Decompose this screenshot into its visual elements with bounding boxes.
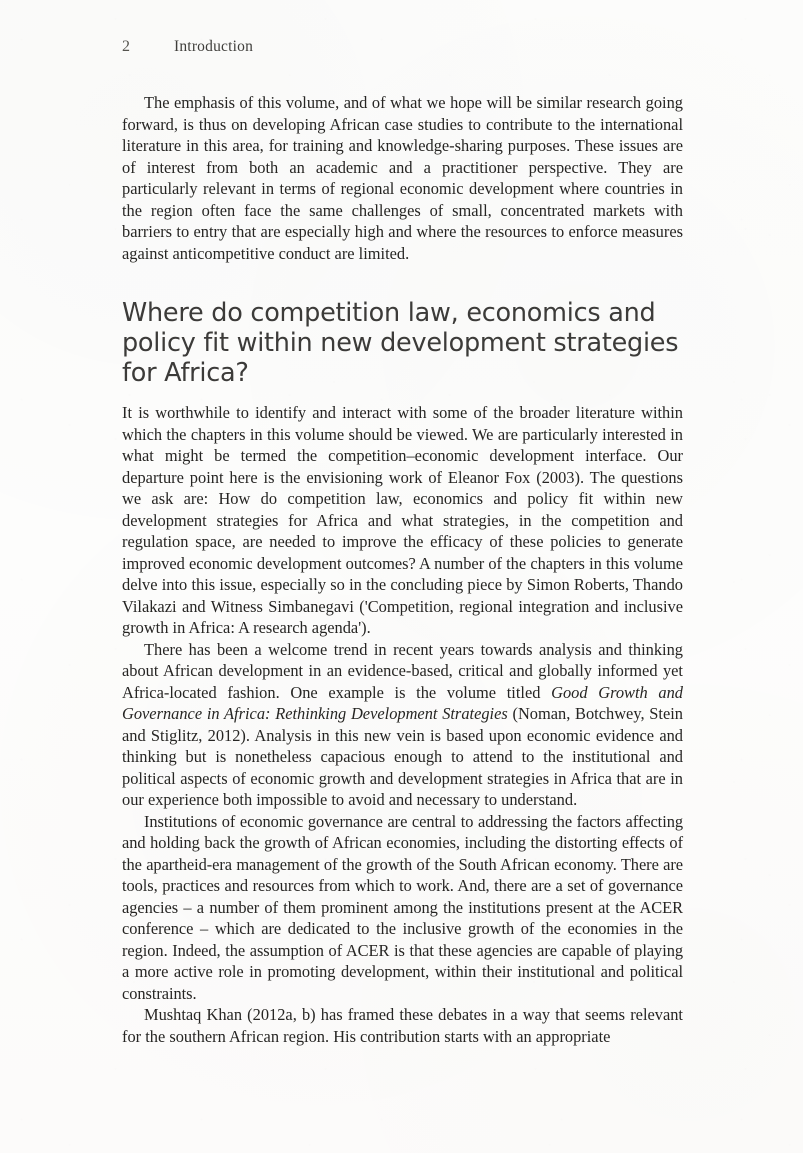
running-head-title: Introduction	[174, 38, 254, 55]
running-head	[122, 38, 683, 60]
paragraph-4: Institutions of economic governance are central to addressing the factors affecting and holding back the growth of African economies, including the distorting effects of the apartheid-era management of the growth of the South African economy. There are tools, practices and resources from which to work. And, there are a set of governance agencies – a number of them prominent among the institutions present at the ACER conference – which are dedicated to the inclusive growth of the economies in the region. Indeed, the assumption of ACER is that these agencies are capable of playing a more active role in promoting development, within their institutional and political constraints.	[122, 811, 683, 1003]
book-title-italic: Good Growth and Governance in Africa: Rethinking Development Strategies	[122, 682, 683, 723]
heading-spacer-bottom	[122, 388, 683, 402]
paragraph-3-text-after-title: (Noman, Botchwey, Stein and Stiglitz, 2012). Analysis in this new vein is based upon economic evidence and thinking but is nonetheless capacious enough to attend to the institutional and political aspects of economic growth and development strategies in Africa that are in our experience both impossible to avoid and necessary to understand.	[122, 704, 683, 809]
section-heading: Where do competition law, economics and policy fit within new development strategies for Africa?	[122, 298, 679, 388]
page-number: 2	[122, 38, 131, 55]
paragraph-2: It is worthwhile to identify and interact with some of the broader literature within which the chapters in this volume should be viewed. We are particularly interested in what might be termed the competition–economic development interface. Our departure point here is the envisioning work of Eleanor Fox (2003). The questions we ask are: How do competition law, economics and policy fit within new development strategies for Africa and what strategies, in the competition and regulation space, are needed to improve the efficacy of these policies to generate improved economic development outcomes? A number of the chapters in this volume delve into this issue, especially so in the concluding piece by Simon Roberts, Thando Vilakazi and Witness Simbanegavi ('Competition, regional integration and inclusive growth in Africa: A research agenda').	[122, 403, 683, 637]
paragraph-3	[122, 639, 683, 811]
paragraph-5: Mushtaq Khan (2012a, b) has framed these debates in a way that seems relevant for the southern African region. His contribution starts with an appropriate	[122, 1005, 683, 1046]
paragraph-3-text-before-title: There has been a welcome trend in recent years towards analysis and thinking about African development in an evidence-based, critical and globally informed yet Africa-located fashion. One example is the volume titled	[122, 639, 683, 702]
text-block	[122, 92, 683, 1047]
heading-spacer-top	[122, 264, 683, 298]
paragraph-1: The emphasis of this volume, and of what we hope will be similar research going forward, is thus on developing African case studies to contribute to the international literature in this area, for training and knowledge-sharing purposes. These issues are of interest from both an academic and a practitioner perspective. They are particularly relevant in terms of regional economic development where countries in the region often face the same challenges of small, concentrated markets with barriers to entry that are especially high and where the resources to enforce measures against anticompetitive conduct are limited.	[122, 93, 683, 263]
